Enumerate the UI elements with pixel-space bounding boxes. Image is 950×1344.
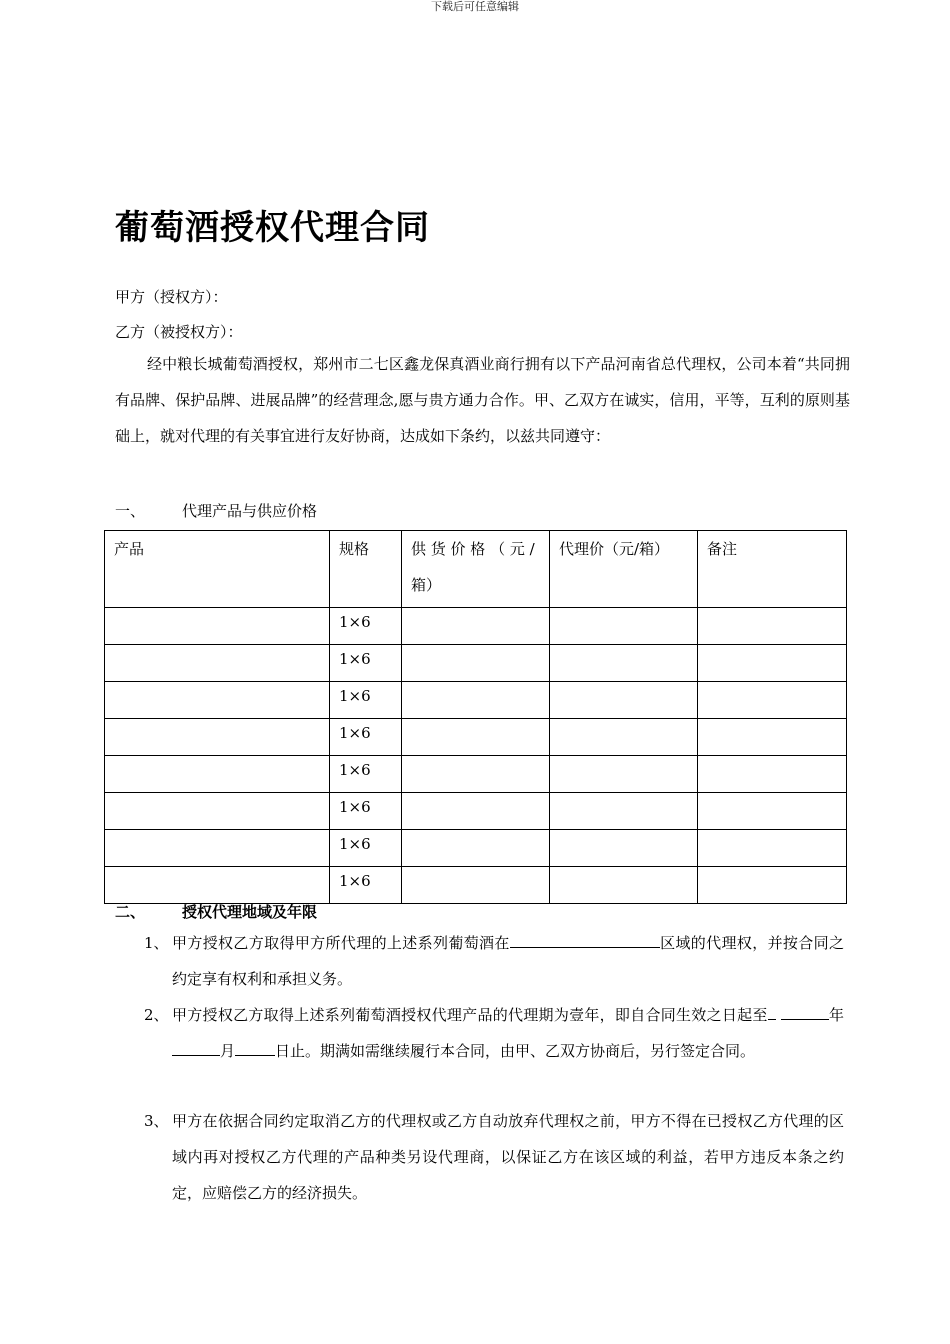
header-product: 产品 xyxy=(105,531,330,608)
clause-2-number: 2、 xyxy=(144,1006,169,1024)
month-label: 月 xyxy=(220,1042,236,1060)
table-cell xyxy=(402,682,550,719)
table-cell xyxy=(402,756,550,793)
clause-1-number: 1、 xyxy=(144,934,169,952)
header-agent-price: 代理价（元/箱） xyxy=(550,531,698,608)
section-1-number: 一、 xyxy=(115,502,146,520)
section-2-title: 授权代理地域及年限 xyxy=(182,903,318,921)
table-cell xyxy=(105,830,330,867)
table-cell xyxy=(550,793,698,830)
table-cell xyxy=(698,682,847,719)
table-cell xyxy=(105,719,330,756)
table-cell xyxy=(402,830,550,867)
table-cell xyxy=(698,830,847,867)
table-row xyxy=(105,682,847,719)
table-cell xyxy=(402,867,550,904)
table-cell xyxy=(698,645,847,682)
clause-1 xyxy=(144,925,844,997)
table-cell xyxy=(105,645,330,682)
table-row xyxy=(105,645,847,682)
table-cell xyxy=(698,756,847,793)
clause-1-text-a: 甲方授权乙方取得甲方所代理的上述系列葡萄酒在 xyxy=(172,934,510,952)
table-row xyxy=(105,830,847,867)
table-cell xyxy=(105,756,330,793)
header-supply-price: 供 货 价 格 （ 元 / 箱） xyxy=(402,531,550,608)
table-cell xyxy=(105,867,330,904)
table-cell xyxy=(550,756,698,793)
header-spec: 规格 xyxy=(330,531,402,608)
table-cell xyxy=(550,719,698,756)
table-row xyxy=(105,756,847,793)
table-row xyxy=(105,867,847,904)
table-cell: 1×6 xyxy=(330,830,402,867)
section-2-heading xyxy=(115,901,317,922)
year-blank xyxy=(781,1004,829,1020)
date-blank-start xyxy=(768,1004,776,1020)
party-b-label: 乙方（被授权方）： xyxy=(115,323,243,341)
table-cell: 1×6 xyxy=(330,645,402,682)
table-cell xyxy=(550,867,698,904)
month-blank xyxy=(172,1040,220,1056)
table-cell: 1×6 xyxy=(330,756,402,793)
table-cell xyxy=(402,645,550,682)
header-remarks: 备注 xyxy=(698,531,847,608)
table-cell: 1×6 xyxy=(330,793,402,830)
section-1-heading xyxy=(115,500,317,521)
table-cell xyxy=(550,608,698,645)
clause-3-text: 甲方在依据合同约定取消乙方的代理权或乙方自动放弃代理权之前，甲方不得在已授权乙方代理的区域内再对授权乙方代理的产品种类另设代理商，以保证乙方在该区域的利益，若甲方违反本条之约定，应赔偿乙方的经济损失。 xyxy=(172,1112,844,1202)
clause-3-number: 3、 xyxy=(144,1112,169,1130)
table-cell xyxy=(698,719,847,756)
table-cell xyxy=(698,867,847,904)
table-header-row xyxy=(105,531,847,608)
clause-1-text-b: 区域的代理权，并按合同之约定享有权利和承担义务。 xyxy=(172,934,844,988)
table-cell xyxy=(402,608,550,645)
product-price-table xyxy=(104,530,847,904)
table-cell xyxy=(402,793,550,830)
year-label: 年 xyxy=(828,1006,844,1024)
table-cell: 1×6 xyxy=(330,867,402,904)
document-title: 葡萄酒授权代理合同 xyxy=(115,208,430,248)
section-1-title: 代理产品与供应价格 xyxy=(182,502,318,520)
party-a-label: 甲方（授权方）： xyxy=(115,288,228,306)
section-2-number: 二、 xyxy=(115,903,146,921)
table-cell: 1×6 xyxy=(330,719,402,756)
table-cell xyxy=(105,608,330,645)
table-cell xyxy=(550,682,698,719)
table-cell xyxy=(550,645,698,682)
table-cell xyxy=(402,719,550,756)
table-cell: 1×6 xyxy=(330,608,402,645)
table-cell xyxy=(550,830,698,867)
clause-3 xyxy=(144,1103,844,1211)
table-cell xyxy=(105,682,330,719)
table-cell xyxy=(105,793,330,830)
table-cell xyxy=(698,793,847,830)
region-blank xyxy=(510,932,660,948)
table-cell: 1×6 xyxy=(330,682,402,719)
clause-2-text-a: 甲方授权乙方取得上述系列葡萄酒授权代理产品的代理期为壹年，即自合同生效之日起至 xyxy=(172,1006,768,1024)
table-cell xyxy=(698,608,847,645)
table-row xyxy=(105,793,847,830)
table-row xyxy=(105,608,847,645)
intro-paragraph: 经中粮长城葡萄酒授权，郑州市二七区鑫龙保真酒业商行拥有以下产品河南省总代理权，公司本着“共同拥有品牌、保护品牌、进展品牌”的经营理念,愿与贵方通力合作。甲、乙双方在诚实，信用，平等，互利的原则基础上，就对代理的有关事宜进行友好协商，达成如下条约，以兹共同遵守： xyxy=(115,355,850,445)
day-blank xyxy=(235,1040,275,1056)
clause-2-text-c: 日止。期满如需继续履行本合同，由甲、乙双方协商后，另行签定合同。 xyxy=(275,1042,756,1060)
header-note: 下载后可任意编辑 xyxy=(431,0,519,13)
table-row xyxy=(105,719,847,756)
clause-2 xyxy=(144,997,844,1069)
